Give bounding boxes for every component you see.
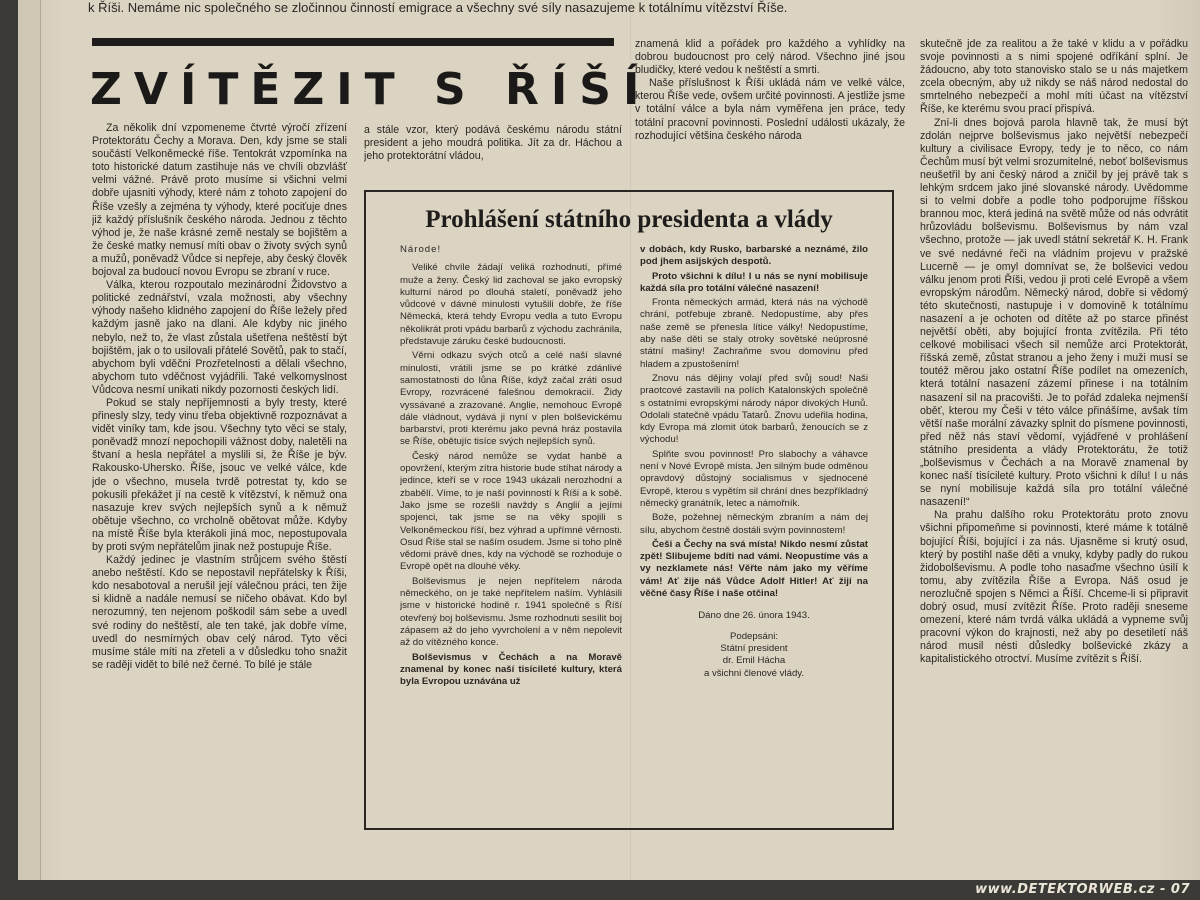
paragraph: Veliké chvíle žádají veliká rozhodnutí, přímé muže a ženy. Český lid zachoval se jako evropský kulturní národ po dlouhá staletí, poněvadž jeho vůdcové v dávné minulosti vytušili dobře, že říše Německá, která tehdy Evropu vedla a tuto Evropu několikrát proti vpádu barbarů z východu zachránila, představuje záruku české budoucnosti. xyxy=(400,262,622,348)
paragraph: Věrni odkazu svých otců a celé naší slavné minulosti, vrátili jsme se po krátké zdánlivé samostatnosti do lůna Říše, když začal zráti osud Evropy, rozvrácené falešnou demokracií. Židy vyssávané a zrazované. Anglie, nemohouc Evropě dále vládnout, vydává ji nyní v plen bolševickému barbarství, proti kterému jako pevná hráz postavila se Říše, obětujíc tisíce svých nejlepších synů. xyxy=(400,350,622,448)
salutation: Národe! xyxy=(400,244,442,255)
column-3-top xyxy=(635,38,905,178)
column-2-top xyxy=(364,124,622,184)
signature-line: a všichni členové vlády. xyxy=(703,667,805,679)
paragraph: a stále vzor, který podává českému národu státní president a jeho moudrá politika. Jít za dr. Háchou a jeho protektorátní vládou, xyxy=(364,124,622,163)
bold-paragraph: Bolševismus v Čechách a na Moravě znamenal by konec naší tisícileté kultury, která byla Evropou uznávána už xyxy=(400,651,622,688)
proclamation-title: Prohlášení státního presidenta a vlády xyxy=(425,206,833,233)
proclamation-right-column xyxy=(640,244,868,814)
newspaper-page xyxy=(18,0,1200,880)
paragraph: Splňte svou povinnost! Pro slabochy a váhavce není v Nové Evropě místa. Jen silným bude odměnou opravdový důstojný socialismus v sjednocené Evropě, kterou s vypětím sil chrání dnes bezpříkladný německý granátník, letec a námořník. xyxy=(640,448,868,509)
paragraph: znamená klid a pořádek pro každého a vyhlídky na dobrou budoucnost pro celý národ. Všechno jiné jsou bludičky, které vedou k neštěstí a smrti. xyxy=(635,38,905,77)
date-line: Dáno dne 26. února 1943. xyxy=(698,610,810,622)
paragraph: Naše příslušnost k Říši ukládá nám ve velké válce, kterou Říše vede, ovšem určité povinnosti. A jestliže jsme v totální válce a byla nám vyměřena jen práce, tedy totální pracovní povinnosti. Poslední události ukázaly, že rozhodující většina českého národa xyxy=(635,77,905,142)
column-4 xyxy=(920,38,1188,838)
article-headline: ZVÍTĚZIT S ŘÍŠÍ xyxy=(90,64,652,115)
paragraph: Každý jedinec je vlastním strůjcem svého štěstí anebo neštěstí. Kdo se nepostavil nepřátelsky k Říši, kdo nesabotoval a nerušil její válečnou práci, ten žije si klidně a nadále nemusí se ničeho obávat. Kdo byl nerozumný, ten nejenom poškodil sám sebe a uvedl své rodiny do neštěstí, ale ten také, jak dobře víme, uvedl do nesmírných obav celý národ. Tyto věci musíme stále míti na zřeteli a v důsledku toho snažit se raději vidět to bílé než černé. To bílé je stále xyxy=(92,554,347,671)
headline-rule xyxy=(92,38,614,46)
proclamation-left-column xyxy=(400,244,622,814)
watermark: www.DETEKTORWEB.cz - 07 xyxy=(975,882,1190,897)
signature-line: Podepsáni: xyxy=(729,630,778,642)
paragraph: Český národ nemůže se vydat hanbě a opovržení, kterým zítra historie bude stíhat národy a jedince, kteří se v roce 1943 ukázali nerozhodní a zbabělí. Víme, to je naší povinností k Říši a k sobě. Jako jsme se rozešli navždy s Anglií a jejími spojenci, tak jsme se na věky spojili s Velkoněmeckou říší, bez výhrad a upřímné věrnosti. Osud Říše stal se naším osudem. Jsme si toho plně vědomi právě dnes, kdy na východě se rozhoduje o Evropě opět na dlouhé věky. xyxy=(400,450,622,573)
signature-line: dr. Emil Hácha xyxy=(722,655,786,667)
page-edge xyxy=(18,0,41,880)
bold-paragraph: Proto všichni k dílu! I u nás se nyní mobilisuje každá síla pro totální válečné nasazení! xyxy=(640,270,868,294)
paragraph: Bože, požehnej německým zbraním a nám dej sílu, abychom čestně dostáli svým povinnostem! xyxy=(640,512,868,536)
paragraph: Zní-li dnes bojová parola hlavně tak, že musí být zdolán nejprve bolševismus jako největší nebezpečí kultury a civilisace Evropy, tedy je to něco, co nám Čechům musí být velmi srozumitelné, neboť bolševismus neušetřil by ani český národ a zničil by jej právě tak s lehkým srdcem jako jiné slovanské národy. Uvědomme si to velmi dobře a podle toho podporujme říšskou brannou moc, která jediná na světě může od nás odvrátit hrůzovládu bolševismu. Bolševismus by nám vzal všechno, protože — jak uvedl státní sekretář K. H. Frank ve své nedávné řeči na vládním projevu v pražské Lucerně — je omyl domnívat se, že bolševici vedou válku jenom proti Říši, vedou ji proti celé Evropě a všem evropským národům. Německý národ, dobře si vědomý této skutečnosti, nastupuje i v domovině k totálnímu nasazení a je ochoten od dítěte až po starce přinést největší oběti, aby bojující fronta zvítězila. Při této celkové mobilisaci všech sil nemůže arci Protektorát, říšská země, zůstat stranou a jeho ženy i muži musí se toutéž měrou jako ostatní Říše podílet na omezeních, která totální nasazení zázemí přinese i na totálním nasazení sil na pracovišti. Je to pořád zdaleka nejmenší oběť, kterou my Češi v této válce přinášíme, avšak tím větší naše morální závazky splnit do písmene povinnosti, před něž nás staví vědomí, vyjádřené v prohlášení státního presidenta a vlády Protektorátu, že totiž „bolševismus v Čechách a na Moravě znamenal by konec naší tisícileté kultury. Proto všichni k dílu! I u nás se nyní mobilisuje každá síla pro totální válečné nasazení!“ xyxy=(920,116,1188,509)
paragraph: Bolševismus je nejen nepřítelem národa německého, on je také nepřítelem naším. Vyhlásili jsme v historické hodině r. 1941 společně s Říší otevřený boj bolševismu. Jsme rozhodnuti sesílit boj zápasem až do jeho vyvrcholení a v něm nepolevit až do vítězného konce. xyxy=(400,575,622,649)
signature-line: Státní president xyxy=(720,642,788,654)
paragraph: skutečně jde za realitou a že také v klidu a v pořádku svoje povinnosti a s nimi spojené odříkání splní. Je žádoucno, aby toto stanovisko stalo se u nás majetkem zcela obecným, aby už nikdy se náš národ nedostal do smrtelného nebezpečí a mohl míti účast na vítězství Říše, ke kterému svou prací přispívá. xyxy=(920,38,1188,116)
proclamation-box xyxy=(364,190,894,830)
paragraph: Válka, kterou rozpoutalo mezinárodní Židovstvo a politické zednářství, vzala možnosti, aby všechny výhody našeho klidného zapojení do Říše ležely před každým jasně jako na dlani. Ale kdyby nic jiného nebylo, než to, že vlast zůstala ušetřena neštěstí být bojištěm, jak o to usilovali přátelé Sovětů, pak to stačí, abychom byli vděčni Prozřetelnosti a dělali všechno, abychom tuto vděčnost vyjádřili. Také velkomyslnost Vůdcova nesmí unikati nikdy pozornosti českých lidí. xyxy=(92,279,347,396)
paragraph: Fronta německých armád, která nás na východě chrání, potřebuje zbraně. Nedopustíme, aby přes naše země se přenesla lítice války! Nedopustíme, aby naše děti se staly otroky sovětské neúprosné státní mašiny! Zachraňme svou domovinu před hladem a zpustošením! xyxy=(640,297,868,370)
paragraph: Na prahu dalšího roku Protektorátu proto znovu všichni připomeňme si povinnosti, které máme k totálně bojující Říši, bojující i za nás. Ujasněme si krutý osud, který by postihl naše děti a vnuky, kdyby padly do rukou židobolševismu. A podle toho nasaďme všechno úsilí k tomu, aby zvítězila Říše a Evropa. Náš osud je nerozlučně spojen s Němci a Říší. Chceme-li si připravit dobrý osud, musí zvítězit Říše. Proto raději sneseme omezení, které nám tvrdá válka ukládá a vypneme svůj pracovní výkon do krajnosti, než aby po desetiletí náš národ musil nésti důsledky bolševické zkázy a kapitalistického otroctví. Musíme zvítězit s Říší. xyxy=(920,509,1188,666)
paragraph: Znovu nás dějiny volají před svůj soud! Naši praotcové zastavili na polích Katalonských společně s ostatními evropskými národy nápor divokých Hunů. Odolali statečně vpádu Tatarů. Znovu udeřila hodina, kdy Evropa má zlomit útok barbarů, ženoucích se z východu! xyxy=(640,372,868,446)
paragraph: Pokud se staly nepříjemnosti a byly tresty, které přinesly slzy, tedy vinu třeba objektivně rozpoznávat a vidět viníky tam, kde jsou. Všechny tyto věci se staly, poněvadž mnozí nepochopili vážnost doby, naletěli na štvaní a hesla nepřátel a myslili si, že Říše je býv. Rakousko-Uhersko. Říše, jsouc ve velké válce, kde jde o všechno, musela tvrdě potrestat ty, kdo se pokusili překážet jí na cestě k vítězství, k němuž ona nasazuje krev svých nejlepších synů a k němuž obětuje všechno, co vrcholně obětovat může. Kdyby na místě Říše byla kterákoli jiná moc, nepostupovala by proti svým nepřátelům jinak než postupuje Říše. xyxy=(92,396,347,553)
column-1 xyxy=(92,122,347,832)
paragraph: Za několik dní vzpomeneme čtvrté výročí zřízení Protektorátu Čechy a Morava. Den, kdy jsme se stali součástí Velkoněmecké říše. Tentokrát vzpomínka na toto historické datum zastihuje nás ve chvíli obzvlášť velmi vážné. Právě proto musíme si všichni velmi dobře ujasniti výhody, které nám z tohoto zapojení do Říše vzešly a zejména ty výhody, které pociťuje dnes již každý příslušník českého národa. Jednou z těchto výhod je, že naše krásné země nestaly se bojištěm a že české matky nemusí míti obav o životy svých synů a mužů, poněvadž Vůdce si nepřeje, aby český člověk bojoval za budoucí novou Evropu se zbraní v ruce. xyxy=(92,122,347,279)
bold-paragraph: v dobách, kdy Rusko, barbarské a neznámé, žilo pod jhem asijských despotů. xyxy=(640,244,868,268)
top-line-text: k Říši. Nemáme nic společného se zločinnou činností emigrace a všechny své síly nasazujeme k totálnímu vítězství Říše. xyxy=(88,0,788,15)
bold-paragraph: Češi a Čechy na svá místa! Nikdo nesmí zůstat zpět! Slibujeme bdíti nad vámi. Neopustíme vás a vy nezklamete nás! Věřte nám jako my věříme vám! Ať žije náš Vůdce Adolf Hitler! Ať žijí na věčné časy Říše i naše otčina! xyxy=(640,538,868,600)
